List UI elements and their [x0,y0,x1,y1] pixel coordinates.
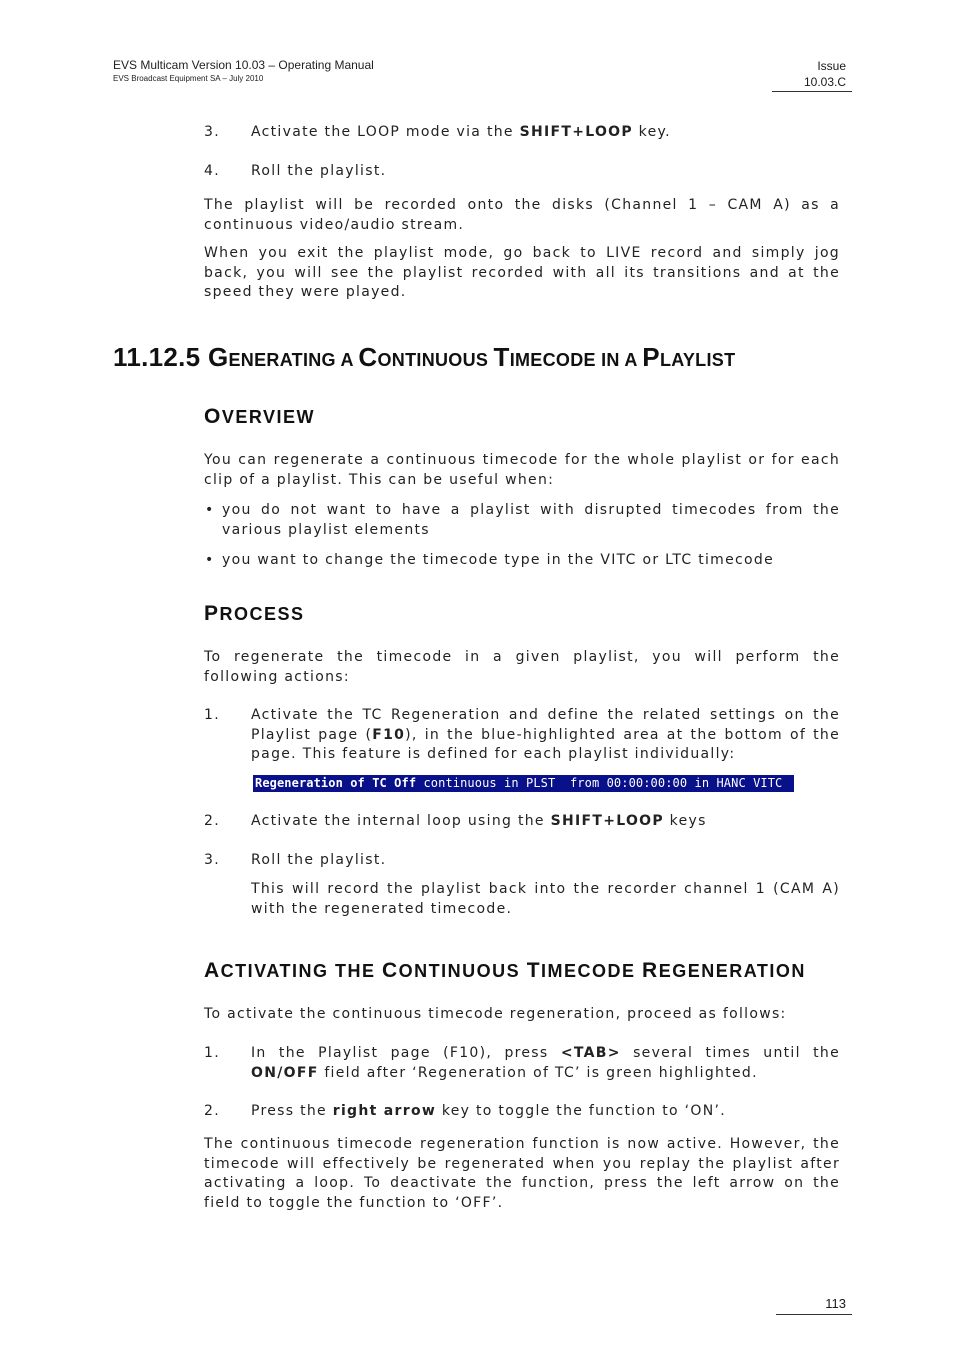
step-number: 2. [204,1103,220,1119]
issue-label: Issue [817,59,846,73]
step-text: Press the right arrow key to toggle the function to ‘ON’. [251,1103,727,1119]
step-number: 1. [204,1045,220,1061]
page-number: 113 [825,1296,846,1311]
paragraph: The continuous timecode regeneration function is now active. However, the timecode will effectively be regenerated when you replay the playlist after activating a loop. To deactivate the function, press the left arrow on the field to toggle the function to ‘OFF’. [204,1136,840,1211]
bullet-item: you do not want to have a playlist with disrupted timecodes from the various playlist elements [222,502,840,538]
step-number: 3. [204,124,220,140]
step-text: Roll the playlist. [251,163,387,179]
step-text: Activate the LOOP mode via the SHIFT+LOOP key. [251,124,671,140]
step-text: In the Playlist page (F10), press <TAB> several times until the ON/OFF field after ‘Regeneration of TC’ is green highlighted. [251,1045,840,1081]
step-note: This will record the playlist back into the recorder channel 1 (CAM A) with the regenerated timecode. [251,881,840,917]
bullet-item: you want to change the timecode type in the VITC or LTC timecode [222,552,774,568]
issue-version: 10.03.C [803,75,846,89]
document-title: EVS Multicam Version 10.03 – Operating Manual [113,58,374,72]
tc-regeneration-bar: Regeneration of TC Off continuous in PLST from 00:00:00:00 in HANC VITC [253,775,794,792]
header-rule [772,91,852,92]
step-number: 1. [204,707,220,723]
paragraph: To activate the continuous timecode regeneration, proceed as follows: [204,1006,787,1022]
process-heading: PROCESS [204,602,305,625]
step-number: 3. [204,852,220,868]
footer-rule [776,1314,852,1315]
step-text: Roll the playlist. [251,852,387,868]
paragraph: You can regenerate a continuous timecode for the whole playlist or for each clip of a playlist. This can be useful when: [204,452,840,488]
section-heading: 11.12.5 GENERATING A CONTINUOUS TIMECODE IN A PLAYLIST [113,342,736,372]
step-text: Activate the TC Regeneration and define the related settings on the Playlist page (F10), in the blue-highlighted area at the bottom of the page. This feature is defined for each playlist individually: [251,707,840,762]
paragraph: The playlist will be recorded onto the disks (Channel 1 – CAM A) as a continuous video/audio stream. [204,197,840,233]
step-text: Activate the internal loop using the SHIFT+LOOP keys [251,813,707,829]
paragraph: To regenerate the timecode in a given playlist, you will perform the following actions: [204,649,840,685]
paragraph: When you exit the playlist mode, go back to LIVE record and simply jog back, you will see the playlist recorded with all its transitions and at the speed they were played. [204,245,840,300]
document-publisher: EVS Broadcast Equipment SA – July 2010 [113,74,264,83]
bullet-icon: • [205,502,215,518]
bullet-icon: • [205,552,215,568]
step-number: 2. [204,813,220,829]
activating-heading: ACTIVATING THE CONTINUOUS TIMECODE REGENERATION [204,959,806,982]
overview-heading: OVERVIEW [204,405,316,428]
step-number: 4. [204,163,220,179]
